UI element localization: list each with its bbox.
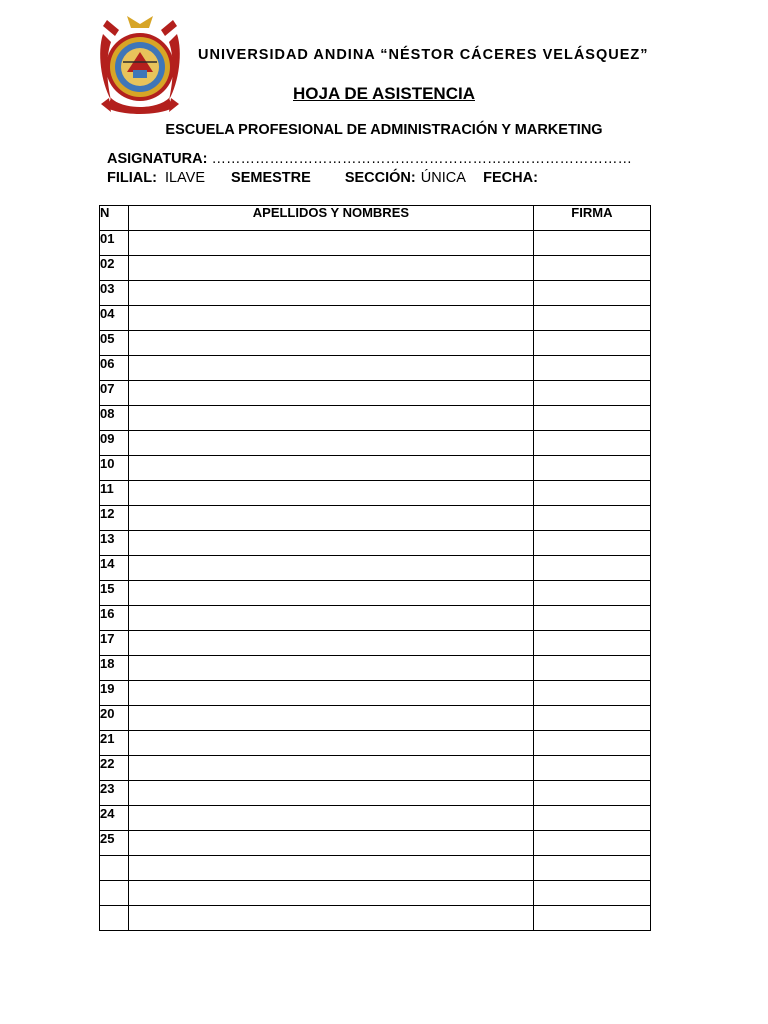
- asignatura-label: ASIGNATURA:: [107, 151, 208, 167]
- row-number: 02: [100, 256, 129, 281]
- row-number: 19: [100, 681, 129, 706]
- table-row: [100, 406, 651, 431]
- table-row: [100, 881, 651, 906]
- row-number: 10: [100, 456, 129, 481]
- semestre-label: SEMESTRE: [231, 170, 311, 186]
- name-cell[interactable]: [129, 356, 534, 381]
- table-row: [100, 381, 651, 406]
- signature-cell[interactable]: [533, 506, 650, 531]
- seccion-value: ÚNICA: [420, 170, 466, 186]
- name-cell[interactable]: [129, 306, 534, 331]
- table-row: [100, 431, 651, 456]
- row-number: 08: [100, 406, 129, 431]
- signature-cell[interactable]: [533, 456, 650, 481]
- name-cell[interactable]: [129, 906, 534, 931]
- header-signature: FIRMA: [533, 206, 650, 231]
- name-cell[interactable]: [129, 381, 534, 406]
- signature-cell[interactable]: [533, 531, 650, 556]
- row-number: 05: [100, 331, 129, 356]
- name-cell[interactable]: [129, 506, 534, 531]
- signature-cell[interactable]: [533, 681, 650, 706]
- signature-cell[interactable]: [533, 756, 650, 781]
- signature-cell[interactable]: [533, 356, 650, 381]
- row-number: 24: [100, 806, 129, 831]
- name-cell[interactable]: [129, 831, 534, 856]
- signature-cell[interactable]: [533, 606, 650, 631]
- asignatura-blank: ……………………………………………………………………………: [211, 151, 632, 167]
- row-number: 06: [100, 356, 129, 381]
- name-cell[interactable]: [129, 281, 534, 306]
- table-row: [100, 481, 651, 506]
- signature-cell[interactable]: [533, 831, 650, 856]
- name-cell[interactable]: [129, 231, 534, 256]
- row-number: 23: [100, 781, 129, 806]
- table-row: [100, 731, 651, 756]
- row-number: 14: [100, 556, 129, 581]
- fecha-label: FECHA:: [483, 170, 538, 186]
- table-row: [100, 331, 651, 356]
- row-number: 22: [100, 756, 129, 781]
- row-number: 21: [100, 731, 129, 756]
- signature-cell[interactable]: [533, 906, 650, 931]
- name-cell[interactable]: [129, 531, 534, 556]
- name-cell[interactable]: [129, 881, 534, 906]
- name-cell[interactable]: [129, 406, 534, 431]
- row-number: 15: [100, 581, 129, 606]
- table-row: [100, 356, 651, 381]
- row-number: 25: [100, 831, 129, 856]
- name-cell[interactable]: [129, 856, 534, 881]
- signature-cell[interactable]: [533, 806, 650, 831]
- table-header-row: [100, 206, 651, 231]
- name-cell[interactable]: [129, 631, 534, 656]
- header-names: APELLIDOS Y NOMBRES: [129, 206, 534, 231]
- signature-cell[interactable]: [533, 231, 650, 256]
- table-row: [100, 531, 651, 556]
- row-number: 16: [100, 606, 129, 631]
- signature-cell[interactable]: [533, 881, 650, 906]
- table-row: [100, 706, 651, 731]
- name-cell[interactable]: [129, 731, 534, 756]
- table-row: [100, 281, 651, 306]
- row-number: 09: [100, 431, 129, 456]
- signature-cell[interactable]: [533, 431, 650, 456]
- name-cell[interactable]: [129, 331, 534, 356]
- table-row: [100, 306, 651, 331]
- name-cell[interactable]: [129, 706, 534, 731]
- table-row: [100, 831, 651, 856]
- document-title: HOJA DE ASISTENCIA: [293, 84, 475, 103]
- row-number: 17: [100, 631, 129, 656]
- filial-label: FILIAL:: [107, 170, 157, 186]
- row-number: 01: [100, 231, 129, 256]
- row-number: 12: [100, 506, 129, 531]
- name-cell[interactable]: [129, 456, 534, 481]
- signature-cell[interactable]: [533, 481, 650, 506]
- school-name: ESCUELA PROFESIONAL DE ADMINISTRACIÓN Y MARKETING: [165, 122, 603, 138]
- table-row: [100, 681, 651, 706]
- table-row: [100, 756, 651, 781]
- name-cell[interactable]: [129, 806, 534, 831]
- signature-cell[interactable]: [533, 781, 650, 806]
- table-row: [100, 631, 651, 656]
- signature-cell[interactable]: [533, 581, 650, 606]
- row-number: 13: [100, 531, 129, 556]
- university-name: UNIVERSIDAD ANDINA “NÉSTOR CÁCERES VELÁSQUEZ”: [198, 47, 649, 63]
- signature-cell[interactable]: [533, 256, 650, 281]
- table-row: [100, 556, 651, 581]
- signature-cell[interactable]: [533, 281, 650, 306]
- signature-cell[interactable]: [533, 731, 650, 756]
- table-row: [100, 256, 651, 281]
- name-cell[interactable]: [129, 681, 534, 706]
- signature-cell[interactable]: [533, 556, 650, 581]
- name-cell[interactable]: [129, 656, 534, 681]
- table-row: [100, 581, 651, 606]
- header-n: N: [100, 206, 129, 231]
- table-row: [100, 781, 651, 806]
- table-row: [100, 656, 651, 681]
- row-number: [100, 906, 129, 931]
- name-cell[interactable]: [129, 556, 534, 581]
- signature-cell[interactable]: [533, 306, 650, 331]
- row-number: 18: [100, 656, 129, 681]
- row-number: 11: [100, 481, 129, 506]
- seccion-label: SECCIÓN:: [344, 170, 416, 186]
- signature-cell[interactable]: [533, 656, 650, 681]
- name-cell[interactable]: [129, 481, 534, 506]
- signature-cell[interactable]: [533, 631, 650, 656]
- signature-cell[interactable]: [533, 331, 650, 356]
- row-number: 04: [100, 306, 129, 331]
- table-row: [100, 606, 651, 631]
- table-row: [100, 856, 651, 881]
- row-number: [100, 856, 129, 881]
- row-number: 03: [100, 281, 129, 306]
- row-number: 20: [100, 706, 129, 731]
- attendance-table: [99, 205, 651, 931]
- row-number: [100, 881, 129, 906]
- table-row: [100, 506, 651, 531]
- signature-cell[interactable]: [533, 406, 650, 431]
- asignatura-line: [107, 151, 632, 167]
- filial-value: ILAVE: [164, 170, 205, 186]
- signature-cell[interactable]: [533, 706, 650, 731]
- table-row: [100, 806, 651, 831]
- table-row: [100, 456, 651, 481]
- name-cell[interactable]: [129, 781, 534, 806]
- details-line: [107, 170, 538, 186]
- name-cell[interactable]: [129, 606, 534, 631]
- signature-cell[interactable]: [533, 856, 650, 881]
- signature-cell[interactable]: [533, 381, 650, 406]
- table-row: [100, 231, 651, 256]
- table-row: [100, 906, 651, 931]
- name-cell[interactable]: [129, 431, 534, 456]
- row-number: 07: [100, 381, 129, 406]
- name-cell[interactable]: [129, 581, 534, 606]
- name-cell[interactable]: [129, 256, 534, 281]
- name-cell[interactable]: [129, 756, 534, 781]
